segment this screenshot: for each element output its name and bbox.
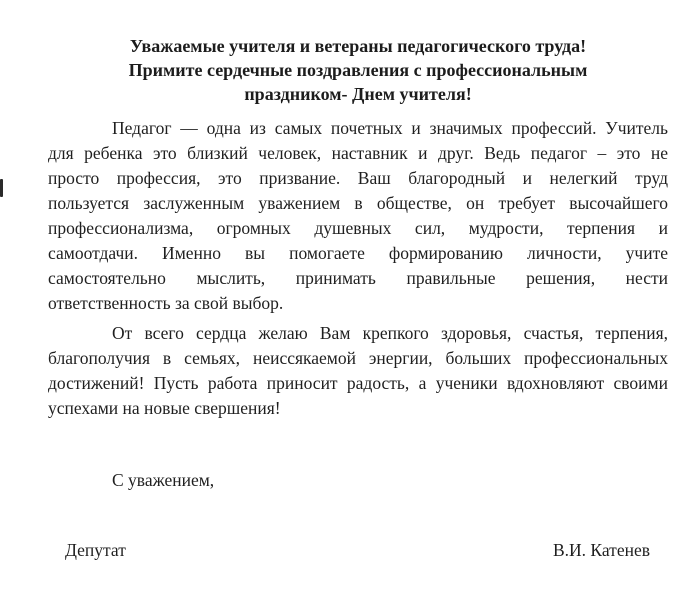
text-line: Педагог — одна из самых почетных и значимых профессий. Учитель	[112, 118, 668, 138]
text-line: Уважаемые учителя и ветераны педагогического труда!	[129, 36, 587, 56]
closing-line: С уважением,	[112, 470, 215, 490]
text-line: самоотдачи. Именно вы помогаете формированию личности, учите	[48, 243, 668, 263]
text-line: праздником- Днем учителя!	[244, 84, 472, 104]
scan-edge-artifact	[0, 179, 3, 197]
letter-heading	[48, 34, 668, 106]
text-line: ответственность за свой выбор.	[48, 293, 284, 313]
text-line: благополучия в семьях, неиссякаемой энергии, больших профессиональных	[48, 348, 668, 368]
text-line: просто профессия, это призвание. Ваш благородный и нелегкий труд	[48, 168, 668, 188]
text-line: пользуется заслуженным уважением в обществе, он требует высочайшего	[48, 193, 668, 213]
signature-position: Депутат	[65, 540, 126, 560]
text-line: достижений! Пусть работа приносит радость, а ученики вдохновляют своими	[48, 373, 668, 393]
signature-name: В.И. Катенев	[552, 540, 650, 560]
paragraph-intro	[48, 116, 668, 316]
text-line: Примите сердечные поздравления с профессиональным	[128, 60, 588, 80]
text-line: От всего сердца желаю Вам крепкого здоровья, счастья, терпения,	[112, 323, 668, 343]
paragraph-wishes	[48, 321, 668, 421]
text-line: самостоятельно мыслить, принимать правильные решения, нести	[48, 268, 668, 288]
text-line: для ребенка это близкий человек, наставник и друг. Ведь педагог – это не	[48, 143, 668, 163]
text-line: профессионализма, огромных душевных сил, мудрости, терпения и	[48, 218, 668, 238]
text-line: успехами на новые свершения!	[48, 398, 281, 418]
signature-row	[48, 538, 668, 563]
